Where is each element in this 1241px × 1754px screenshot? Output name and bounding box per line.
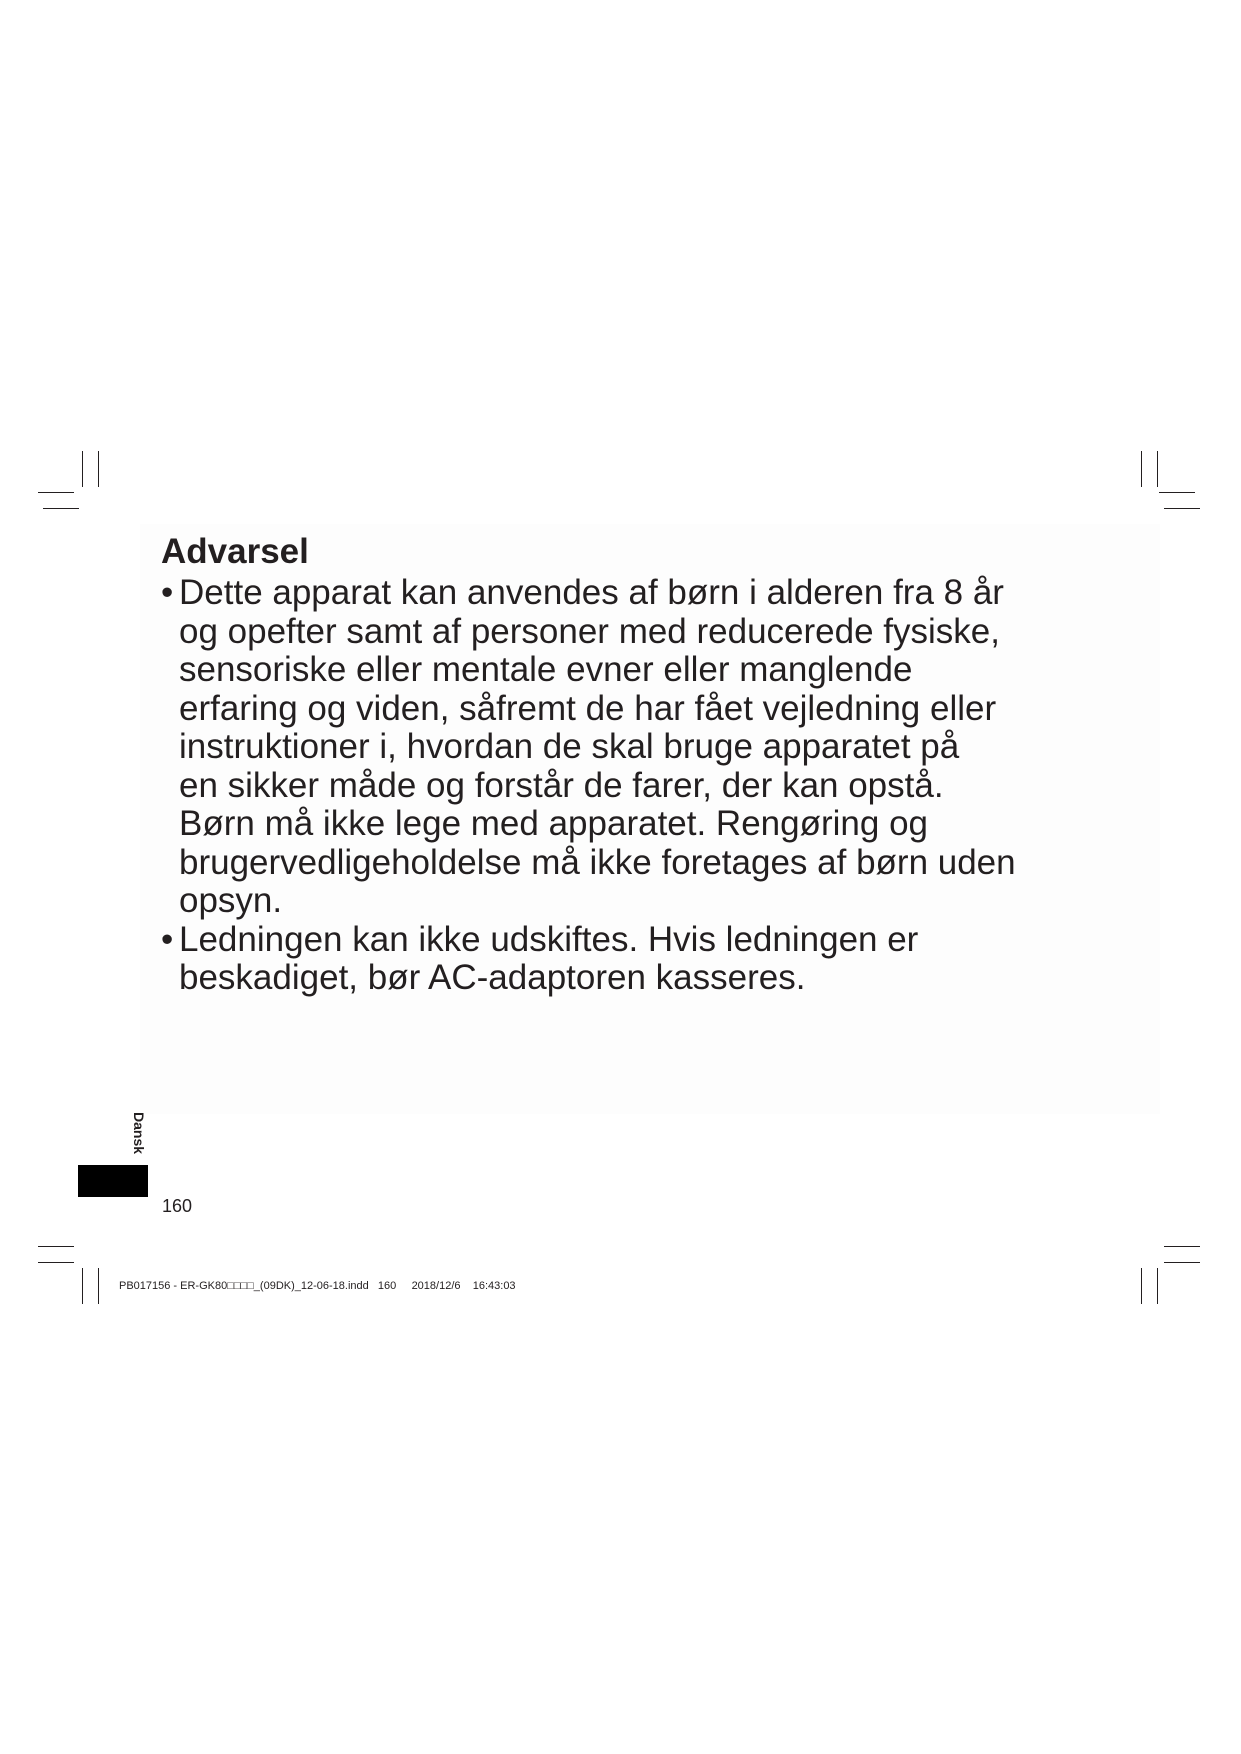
crop-mark [1159,492,1195,493]
crop-mark [1157,451,1158,487]
language-tab-marker [78,1165,148,1197]
crop-mark [1157,1268,1158,1304]
warning-line: sensoriske eller mentale evner eller manglende [179,650,913,689]
warning-line: Børn må ikke lege med apparatet. Rengøring og [179,804,928,843]
warning-item [161,921,1061,998]
print-slug: PB017156 - ER-GK80□□□□_(09DK)_12-06-18.indd 160 2018/12/6 16:43:03 [119,1280,516,1292]
warning-line: og opefter samt af personer med reducerede fysiske, [179,611,1000,651]
crop-mark [98,1268,99,1304]
crop-mark [82,1268,83,1304]
section-heading: Advarsel [161,532,309,571]
crop-mark [82,451,83,487]
crop-mark [38,1246,74,1247]
crop-mark [1141,451,1142,487]
warning-line: beskadiget, bør AC-adaptoren kasseres. [179,958,806,997]
crop-mark [38,492,74,493]
crop-mark [1164,508,1200,509]
warning-line: instruktioner i, hvordan de skal bruge apparatet på [179,727,960,766]
crop-mark [43,508,79,509]
crop-mark [1141,1268,1142,1304]
bullet-glyph: • [161,573,174,612]
warning-line: brugervedligeholdelse må ikke foretages af børn uden [179,842,1016,882]
language-tab-label: Dansk [131,1112,147,1155]
page-number: 160 [162,1196,193,1216]
warning-line: Dette apparat kan anvendes af børn i alderen fra 8 år [179,573,1004,612]
crop-mark [38,1262,74,1263]
warning-section [161,530,1061,998]
warning-line: opsyn. [179,881,283,920]
crop-mark [98,451,99,487]
warning-list [161,574,1061,998]
warning-line: erfaring og viden, såfremt de har fået vejledning eller [179,688,997,728]
bullet-glyph: • [161,919,174,959]
warning-item [161,574,1061,921]
crop-mark [1164,1246,1200,1247]
warning-line: Ledningen kan ikke udskiftes. Hvis ledningen er [179,919,919,959]
crop-mark [1164,1262,1200,1263]
warning-line: en sikker måde og forstår de farer, der kan opstå. [179,765,944,805]
